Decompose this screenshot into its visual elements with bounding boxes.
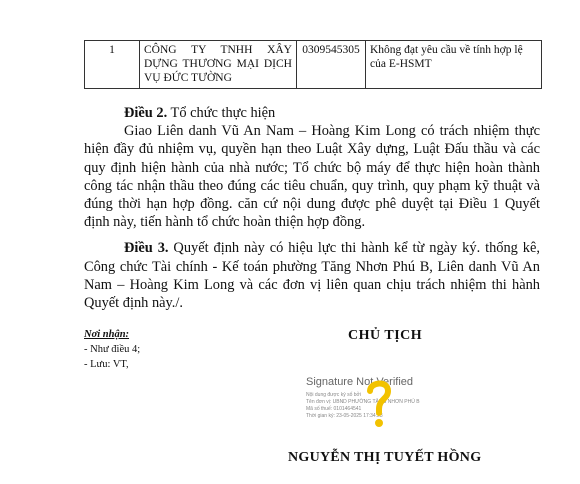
- recipients-title: Nơi nhận:: [84, 329, 130, 340]
- question-mark-icon: [366, 378, 392, 430]
- article-3-text: Quyết định này có hiệu lực thi hành kể từ ngày ký. thống kê, Công chức Tài chính - Kế toán phường Tăng Nhơn Phú B, Liên danh Vũ An Nam – Hoàng Kim Long và các đơn vị liên quan chịu trách nhiệm thi hành Quyết định này./.: [84, 240, 540, 312]
- company-name: CÔNG TY TNHH XÂY DỰNG THƯƠNG MẠI DỊCH VỤ ĐỨC TƯỜNG: [140, 41, 297, 89]
- recipients-block: [84, 327, 140, 372]
- table-row: [85, 41, 542, 89]
- signature-detail-line: Thời gian ký: 23-05-2025 17:34:23: [306, 413, 383, 419]
- recipient-item: - Như điều 4;: [84, 344, 141, 355]
- signature-status: Signature Not Verified: [306, 376, 414, 388]
- article-3-label: Điều 3.: [124, 240, 169, 257]
- decision-body: [84, 104, 540, 312]
- signature-detail-line: Mã số thuế: 0101464541: [306, 406, 362, 412]
- article-2-paragraph: Giao Liên danh Vũ An Nam – Hoàng Kim Long có trách nhiệm thực hiện đầy đủ nhiệm vụ, quyền hạn theo Luật Xây dựng, Luật Đấu thầu và các quy định hiện hành của nhà nước; Tổ chức bộ máy để thực hiện hoàn thành công tác nhận thầu theo đúng các tiêu chuẩn, quy trình, quy phạm kỹ thuật và đúng thời hạn hợp đồng. căn cứ nội dung được phê duyệt tại Điều 1 Quyết định này, tiến hành tổ chức hoàn thiện hợp đồng.: [84, 123, 540, 231]
- rejected-bidders-table: [84, 40, 542, 89]
- position-title: CHỦ TỊCH: [348, 328, 423, 343]
- article-2-heading: [84, 104, 540, 122]
- signer-name: NGUYỄN THỊ TUYẾT HỒNG: [288, 450, 482, 465]
- tax-code: 0309545305: [297, 41, 366, 89]
- row-number: 1: [85, 41, 140, 89]
- article-2-title: Tổ chức thực hiện: [167, 105, 276, 121]
- signature-detail-line: Nội dung được ký số bởi: [306, 392, 361, 398]
- article-3-paragraph: [84, 239, 540, 312]
- article-2-label: Điều 2.: [124, 105, 168, 121]
- rejection-reason: Không đạt yêu cầu về tính hợp lệ của E-HSMT: [366, 41, 542, 89]
- digital-signature-stamp[interactable]: [306, 376, 438, 434]
- signature-detail-line: Tên đơn vị: UBND PHƯỜNG TĂNG NHƠN PHÚ B: [306, 399, 420, 405]
- recipient-item: - Lưu: VT,: [84, 359, 129, 370]
